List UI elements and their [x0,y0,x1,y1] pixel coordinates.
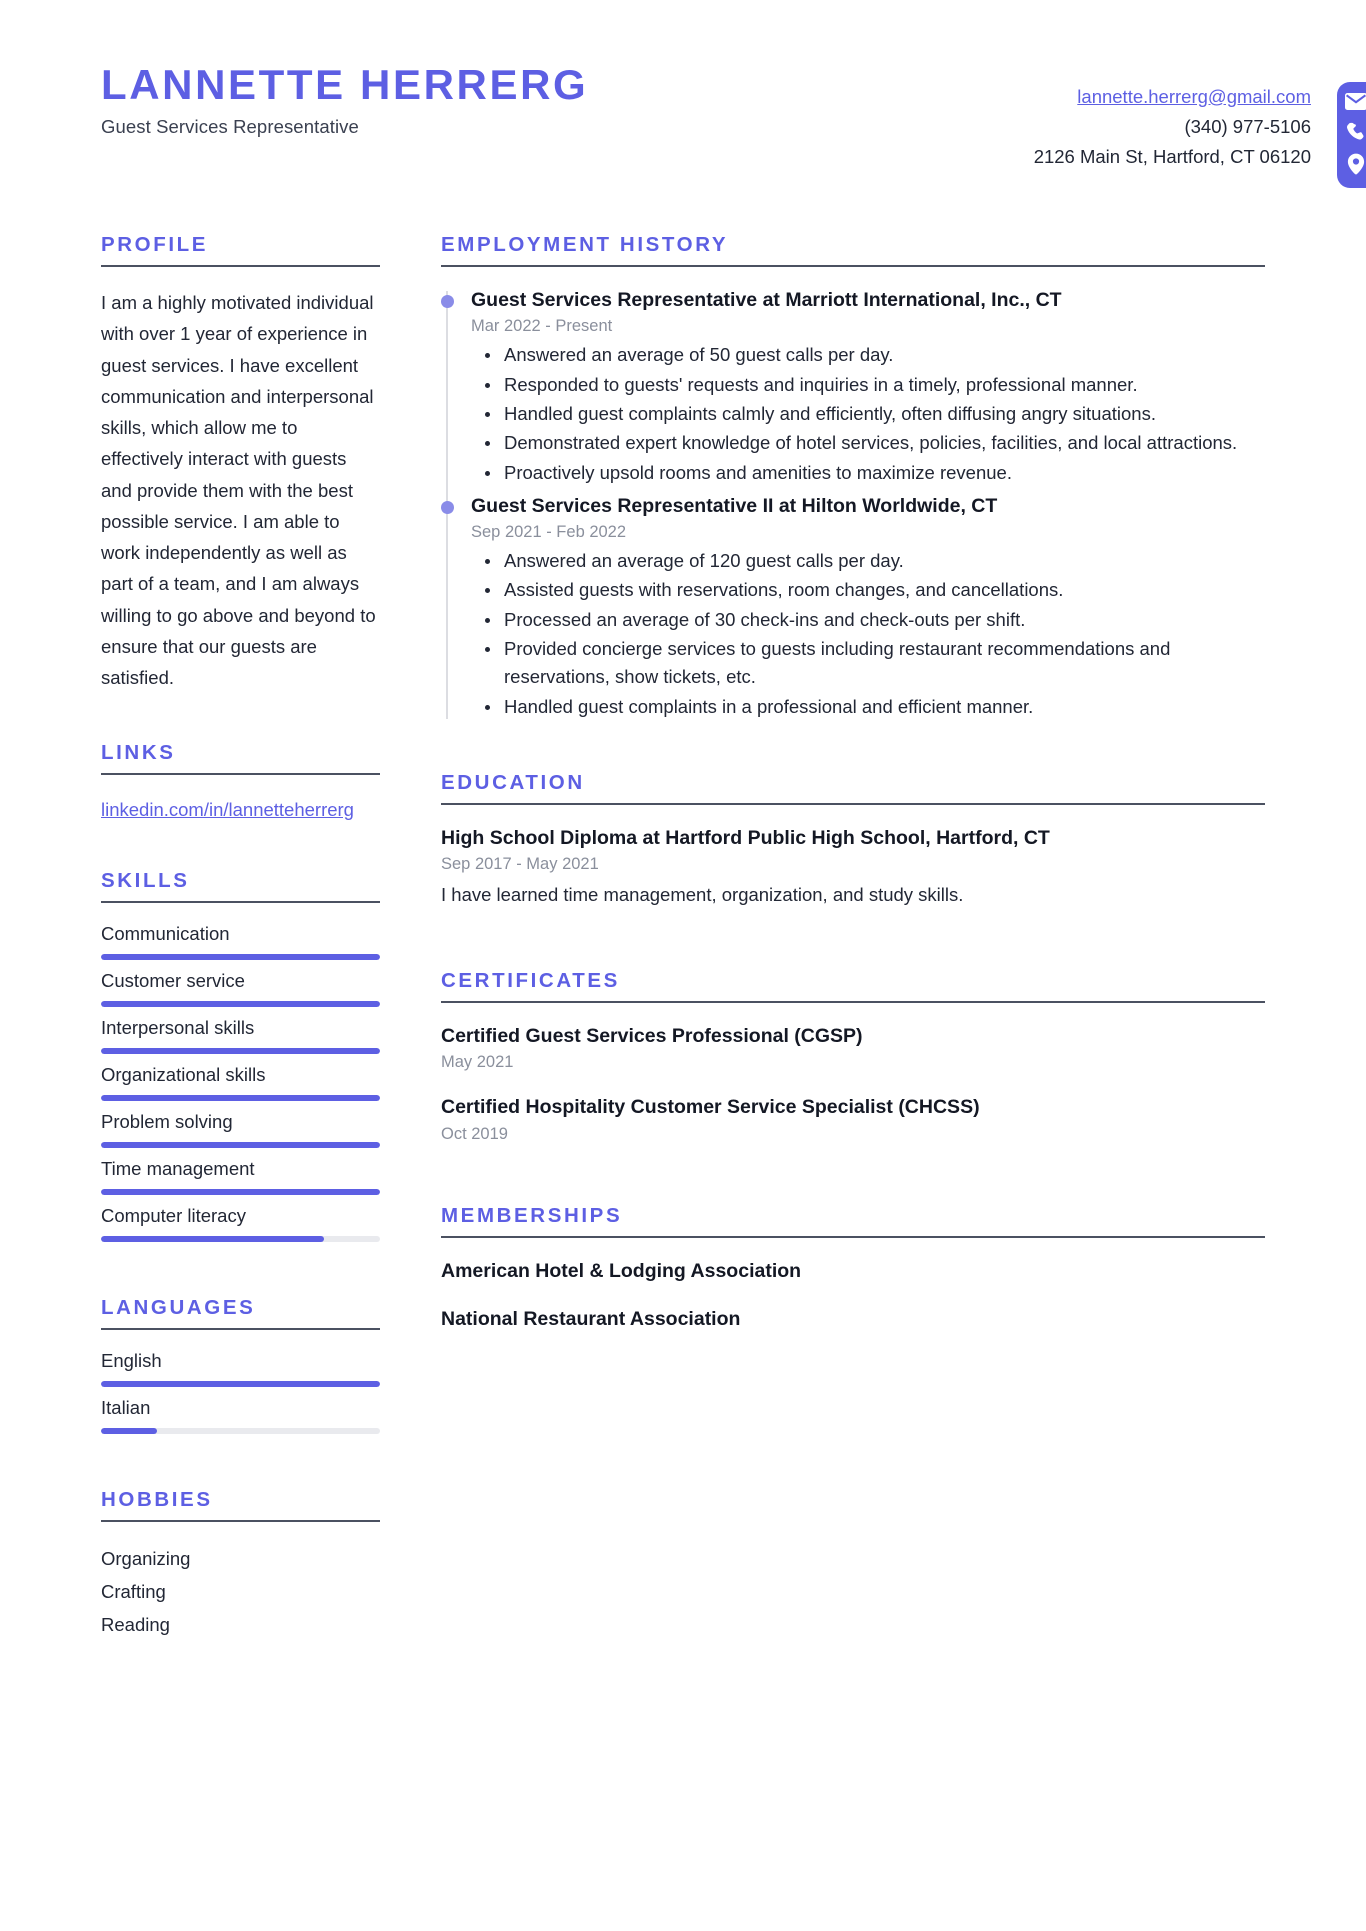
skill-label: Time management [101,1157,255,1179]
skill-bar-fill [101,1142,380,1148]
timeline-dot-icon [441,295,454,308]
skill-item [101,1158,380,1195]
education-description: I have learned time management, organization, and study skills. [441,884,964,906]
section-divider [441,265,1265,267]
contact-email-row [1034,82,1311,112]
skill-label: Computer literacy [101,1204,246,1226]
skill-bar-track [101,1189,380,1195]
section-memberships [441,1204,1265,1333]
section-divider [101,901,380,903]
language-bar-track [101,1428,380,1434]
bullet-item: Answered an average of 120 guest calls per day. [473,547,1265,575]
location-pin-icon [1347,153,1365,175]
sidebar-column [0,233,422,1641]
spacer [441,931,1265,969]
section-heading-certificates: CERTIFICATES [441,968,620,992]
section-heading-profile: PROFILE [101,233,209,256]
list-item: Organizing [101,1547,191,1569]
skill-item [101,970,380,1007]
section-heading-employment: EMPLOYMENT HISTORY [441,233,729,256]
main-column [422,233,1366,1641]
list-item: Crafting [101,1580,166,1602]
certificate-title: Certified Guest Services Professional (CGSP) [441,1024,863,1047]
section-heading-links: LINKS [101,741,176,765]
spacer [101,693,380,741]
section-divider [101,773,380,775]
employment-bullets [473,547,1265,721]
bullet-item: Assisted guests with reservations, room changes, and cancellations. [473,576,1265,604]
skill-item [101,1064,380,1101]
contact-address: 2126 Main St, Hartford, CT 06120 [1033,145,1311,167]
section-heading-skills: SKILLS [101,868,190,892]
education-title: High School Diploma at Hartford Public High School, Hartford, CT [441,826,1050,849]
employment-entry [471,493,1265,721]
section-employment-history [441,233,1265,721]
education-entry [441,825,1265,909]
certificate-title: Certified Hospitality Customer Service Specialist (CHCSS) [441,1096,980,1119]
skill-bar-track [101,1048,380,1054]
membership-entry [441,1306,1265,1332]
certificate-entry [441,1094,1265,1143]
section-divider [101,265,380,267]
skill-bar-track [101,1142,380,1148]
skill-bar-track [101,954,380,960]
spacer [101,1252,380,1296]
skill-item [101,923,380,960]
section-divider [441,803,1265,805]
employment-date: Mar 2022 - Present [471,317,613,336]
bullet-item: Responded to guests' requests and inquiries in a timely, professional manner. [473,371,1265,399]
skill-label: Problem solving [101,1110,233,1132]
skill-label: Organizational skills [101,1063,266,1085]
contact-icon-bar [1337,82,1366,188]
skill-bar-fill [101,954,380,960]
bullet-item: Provided concierge services to guests including restaurant recommendations and reservations, show tickets, etc. [473,635,1265,692]
skill-item [101,1017,380,1054]
link-linkedin[interactable]: linkedin.com/in/lannetteherrerg [101,799,354,821]
section-hobbies [101,1488,380,1641]
skill-item [101,1205,380,1242]
section-divider [441,1001,1265,1003]
page-title: LANNETTE HERRERG [101,61,589,108]
skill-label: Communication [101,922,230,944]
phone-icon [1345,121,1366,142]
section-links [101,741,380,825]
language-item [101,1397,380,1434]
skill-bar-fill [101,1048,380,1054]
section-heading-memberships: MEMBERSHIPS [441,1203,623,1227]
skill-label: Interpersonal skills [101,1016,255,1038]
section-languages [101,1296,380,1434]
contact-block [1034,82,1366,188]
employment-entry [471,287,1265,487]
skill-bar-fill [101,1095,380,1101]
membership-title: National Restaurant Association [441,1307,741,1330]
section-divider [441,1236,1265,1238]
profile-text: I am a highly motivated individual with over 1 year of experience in guest services. I have excellent communication and interpersonal skills, which allow me to effectively interact with guests and provide them with the best possible service. I am able to work independently as well as part of a team, and I am always willing to go above and beyond to ensure that our guests are satisfied. [101,292,376,688]
employment-title: Guest Services Representative II at Hilton Worldwide, CT [471,494,998,517]
list-item: Reading [101,1614,170,1636]
spacer [101,1444,380,1488]
contact-email-link[interactable]: lannette.herrerg@gmail.com [1077,86,1311,107]
skill-bar-track [101,1001,380,1007]
section-heading-education: EDUCATION [441,770,585,794]
section-divider [101,1328,380,1330]
bullet-item: Handled guest complaints in a professional and efficient manner. [473,693,1265,721]
language-bar-track [101,1381,380,1387]
language-bar-fill [101,1381,380,1387]
section-certificates [441,969,1265,1144]
section-heading-languages: LANGUAGES [101,1295,256,1319]
employment-bullets [473,341,1265,486]
bullet-item: Processed an average of 30 check-ins and check-outs per shift. [473,606,1265,634]
employment-date: Sep 2021 - Feb 2022 [471,523,627,542]
membership-entry [441,1258,1265,1284]
skill-bar-track [101,1095,380,1101]
membership-title: American Hotel & Lodging Association [441,1259,802,1282]
language-bar-fill [101,1428,157,1434]
bullet-item: Demonstrated expert knowledge of hotel services, policies, facilities, and local attractions. [473,429,1265,457]
contact-lines [1034,82,1329,172]
resume-body [0,188,1366,1641]
resume-header [0,0,1366,188]
list-item [101,795,380,825]
spacer [441,1166,1265,1204]
skill-item [101,1111,380,1148]
bullet-item: Handled guest complaints calmly and efficiently, often diffusing angry situations. [473,400,1265,428]
envelope-icon [1345,93,1366,110]
section-skills [101,869,380,1242]
contact-phone: (340) 977-5106 [1184,115,1311,137]
language-label: Italian [101,1396,151,1418]
skill-bar-fill [101,1236,324,1242]
language-item [101,1350,380,1387]
skill-bar-track [101,1236,380,1242]
section-education [441,771,1265,909]
section-heading-hobbies: HOBBIES [101,1487,213,1511]
skill-label: Customer service [101,969,245,991]
bullet-item: Proactively upsold rooms and amenities to maximize revenue. [473,459,1265,487]
certificate-date: May 2021 [441,1053,514,1072]
skill-bar-fill [101,1001,380,1007]
certificate-date: Oct 2019 [441,1124,508,1143]
language-label: English [101,1349,162,1371]
employment-timeline [441,287,1265,721]
education-date: Sep 2017 - May 2021 [441,855,599,874]
job-title: Guest Services Representative [101,116,359,138]
spacer [441,727,1265,771]
section-divider [101,1520,380,1522]
section-profile [101,233,380,693]
spacer [101,825,380,869]
skill-bar-fill [101,1189,380,1195]
bullet-item: Answered an average of 50 guest calls per day. [473,341,1265,369]
employment-title: Guest Services Representative at Marriott International, Inc., CT [471,289,1062,311]
header-identity [0,62,588,138]
timeline-dot-icon [441,501,454,514]
certificate-entry [441,1023,1265,1072]
